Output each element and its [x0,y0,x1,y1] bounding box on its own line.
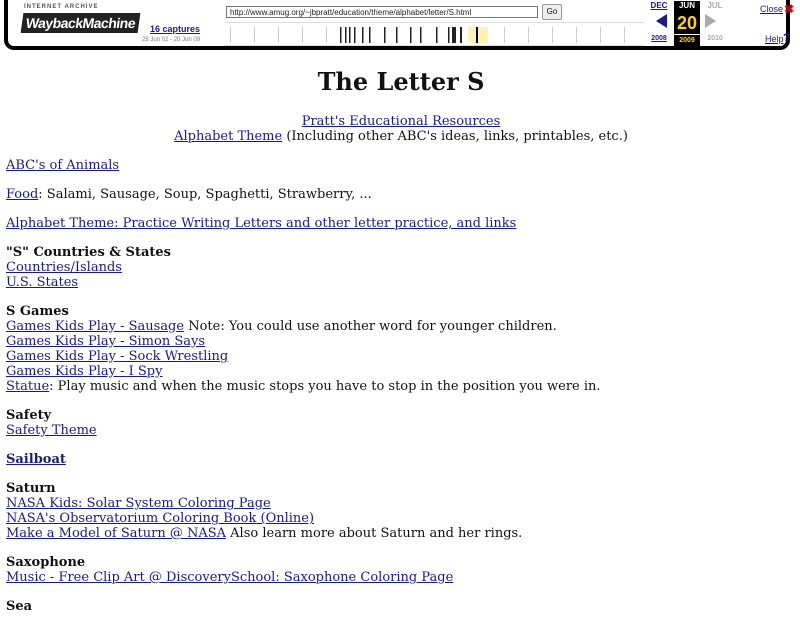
url-input[interactable] [226,6,538,18]
close-icon[interactable]: ✖ [784,2,795,16]
sparkline-bars [224,23,644,45]
month-prev-link[interactable]: DEC [650,1,668,10]
pratts-resources-link[interactable]: Pratt's Educational Resources [301,114,501,129]
saturn-model-link[interactable]: Make a Model of Saturn @ NASA [6,526,227,541]
us-states-link[interactable]: U.S. States [6,275,79,290]
safety-heading: Safety [6,408,52,423]
food-row [6,187,796,202]
month-current: JUN [674,1,700,15]
year-prev-link[interactable]: 2008 [651,35,667,42]
games-heading: S Games [6,304,69,319]
practice-row [6,216,796,231]
current-day: 20 [674,12,700,34]
countries-islands-link[interactable]: Countries/Islands [6,260,122,275]
food-text: : Salami, Sausage, Soup, Spaghetti, Strawberry, ... [38,187,372,202]
nasa-observatorium-link[interactable]: NASA's Observatorium Coloring Book (Online) [6,511,315,526]
saxophone-heading: Saxophone [6,555,86,570]
page-title: The Letter S [317,67,485,96]
year-next: 2010 [707,35,723,42]
logo-top-text: INTERNET ARCHIVE [24,4,99,10]
games-section [6,304,796,394]
games-simon-says-link[interactable]: Games Kids Play - Simon Says [6,334,206,349]
countries-section [6,245,796,290]
year-current: 2009 [674,35,700,46]
food-link[interactable]: Food [6,187,39,202]
arrow-left-icon[interactable] [656,14,667,28]
nasa-kids-link[interactable]: NASA Kids: Solar System Coloring Page [6,496,271,511]
logo-main-text: WaybackMachine [21,13,141,33]
games-sock-wrestling-link[interactable]: Games Kids Play - Sock Wrestling [6,349,229,364]
capture-range: 28 Jun 02 - 20 Jun 09 [142,37,201,43]
captures-link[interactable]: 16 captures [150,24,201,34]
alphabet-theme-link[interactable]: Alphabet Theme [174,129,283,144]
close-link[interactable]: Close [760,4,784,14]
games-sausage-link[interactable]: Games Kids Play - Sausage [6,319,185,334]
sea-heading: Sea [6,599,33,614]
saxophone-clipart-link[interactable]: Music - Free Clip Art @ DiscoverySchool: Saxophone Coloring Page [6,570,454,585]
help-icon[interactable]: ? [783,32,790,44]
header-links [6,114,796,144]
abc-animals-row [6,158,796,173]
sea-section [6,599,796,614]
wayback-logo[interactable] [10,2,137,40]
statue-note: : Play music and when the music stops you have to stop in the position you were in. [49,379,601,394]
alphabet-theme-note: (Including other ABC's ideas, links, printables, etc.) [282,129,628,144]
page-content [6,62,796,628]
sailboat-link[interactable]: Sailboat [6,452,66,467]
month-next: JUL [707,1,723,10]
saturn-model-note: Also learn more about Saturn and her rings. [226,526,523,541]
games-sausage-note: Note: You could use another word for younger children. [184,319,557,334]
games-i-spy-link[interactable]: Games Kids Play - I Spy [6,364,163,379]
saxophone-section [6,555,796,585]
saturn-heading: Saturn [6,481,56,496]
saturn-section [6,481,796,541]
go-button[interactable]: Go [542,4,562,20]
abc-animals-link[interactable]: ABC's of Animals [6,158,120,173]
practice-writing-link[interactable]: Alphabet Theme: Practice Writing Letters and other letter practice, and links [6,216,517,231]
safety-section [6,408,796,438]
capture-sparkline[interactable] [224,22,644,46]
wayback-toolbar [4,0,795,50]
safety-theme-link[interactable]: Safety Theme [6,423,97,438]
countries-heading: "S" Countries & States [6,245,171,260]
arrow-right-icon [705,14,716,28]
statue-link[interactable]: Statue [6,379,50,394]
sailboat-section [6,452,796,467]
help-link[interactable]: Help [765,34,784,44]
